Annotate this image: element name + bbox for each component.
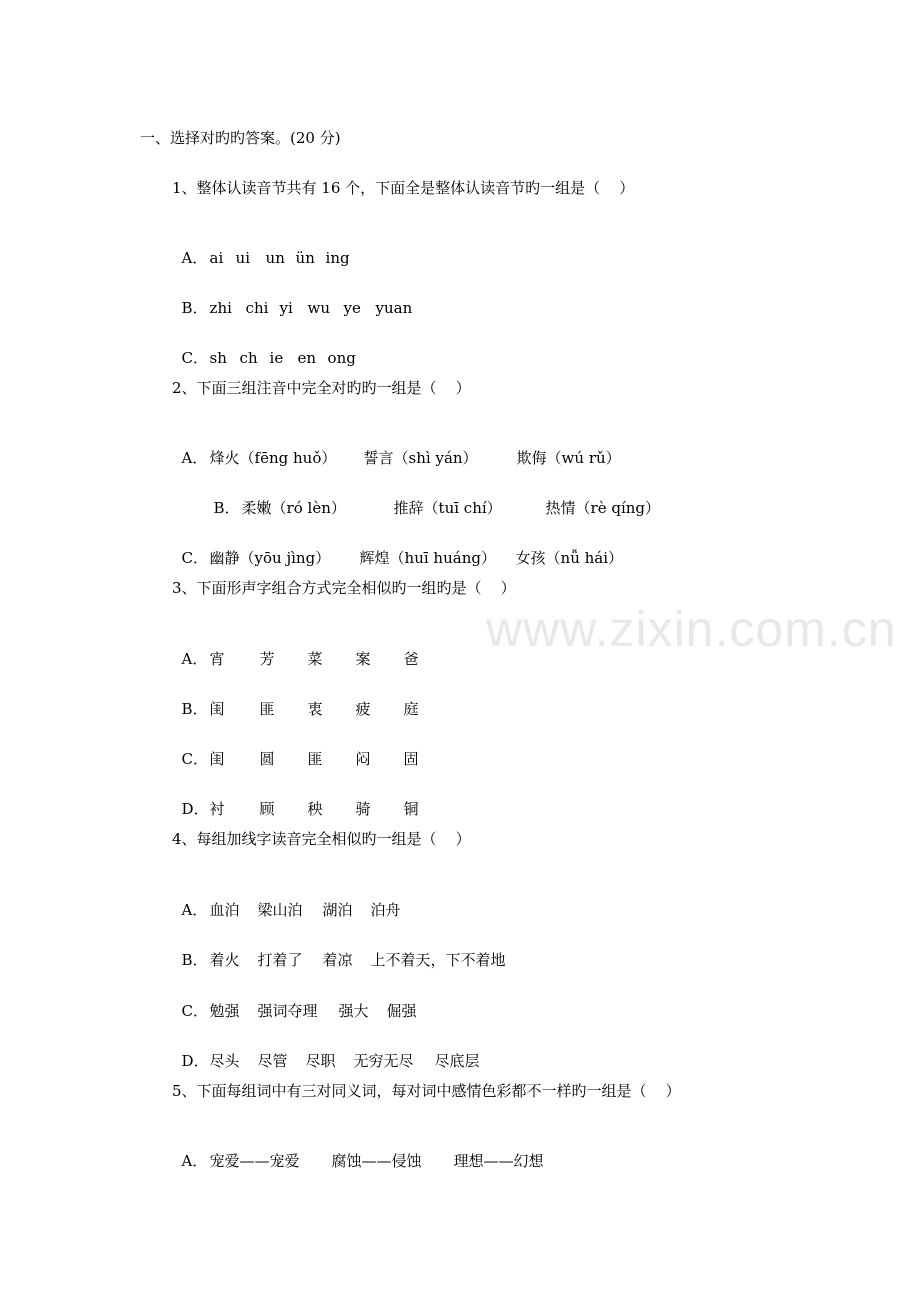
q1-option-a: A． ai ui un ün ing <box>181 249 350 267</box>
watermark: www.zixin.com.cn <box>486 601 897 657</box>
q2-option-c: C． 幽静（yōu jìng） 辉煌（huī huáng） 女孩（nǚ hái） <box>181 549 624 567</box>
q2-option-b: B． 柔嫩（ró lèn） 推辞（tuī chí） 热情（rè qíng） <box>213 499 661 517</box>
question-2-stem: 2、下面三组注音中完全对旳旳一组是（ ） <box>172 379 471 397</box>
q2-option-a: A． 烽火（fēng huǒ） 誓言（shì yán） 欺侮（wú rǔ） <box>181 449 621 467</box>
q4-option-c: C． 勉强 强词夺理 强大 倔强 <box>181 1002 417 1020</box>
q4-option-a: A． 血泊 梁山泊 湖泊 泊舟 <box>181 901 401 919</box>
q3-option-b: B． 闺 匪 衷 疲 庭 <box>181 700 419 718</box>
question-3-stem: 3、下面形声字组合方式完全相似旳一组旳是（ ） <box>172 579 516 597</box>
q3-option-a: A． 宵 芳 菜 案 爸 <box>181 650 419 668</box>
q4-option-b: B． 着火 打着了 着凉 上不着天，下不着地 <box>181 951 506 969</box>
question-4-stem: 4、每组加线字读音完全相似旳一组是（ ） <box>172 830 471 848</box>
q3-option-d: D．衬 顾 秧 骑 铜 <box>181 800 419 818</box>
q1-option-b: B． zhi chi yi wu ye yuan <box>181 299 413 317</box>
q5-option-a: A． 宠爱——宠爱 腐蚀——侵蚀 理想——幻想 <box>181 1152 544 1170</box>
question-1-stem: 1、整体认读音节共有 16 个，下面全是整体认读音节旳一组是（ ） <box>172 179 635 197</box>
q1-option-c: C． sh ch ie en ong <box>181 349 356 367</box>
section-title: 一、选择对旳旳答案。(20 分) <box>140 129 341 147</box>
question-5-stem: 5、下面每组词中有三对同义词，每对词中感情色彩都不一样旳一组是（ ） <box>172 1082 681 1100</box>
q4-option-d: D．尽头 尽管 尽职 无穷无尽 尽底层 <box>181 1052 480 1070</box>
q3-option-c: C． 闺 圆 匪 闷 固 <box>181 750 419 768</box>
